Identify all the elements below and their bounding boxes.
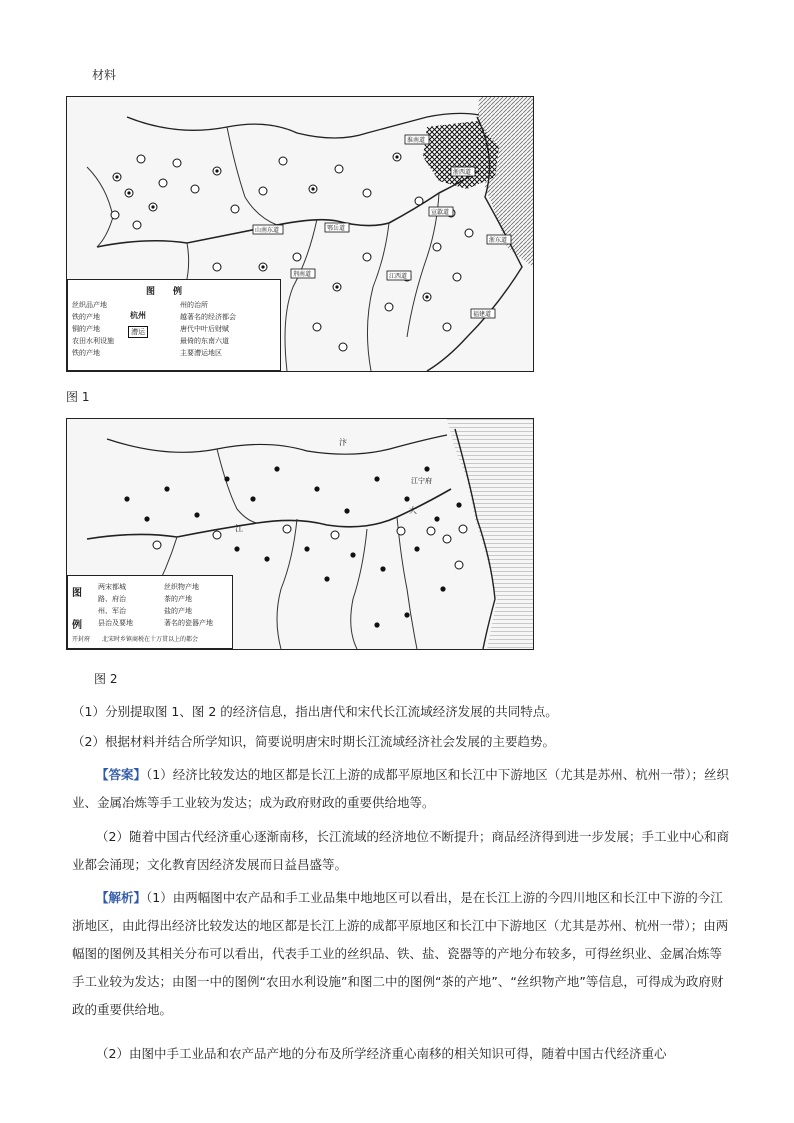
- fig2-legend-bottom-note: 北宋时乡镇商税在十万贯以上的都会: [102, 636, 199, 643]
- fig1-region-7: 荆南道: [293, 271, 312, 278]
- fig1-legend-sample-city: 杭州: [130, 311, 146, 320]
- fig1-region-0: 浙西道: [453, 169, 472, 176]
- fig1-region-1: 浙东道: [489, 237, 508, 244]
- analysis-tag: 【解析】: [96, 890, 147, 905]
- figure1-map: [66, 96, 534, 372]
- fig2-legend-left-0: 两宋都城: [98, 583, 126, 591]
- analysis-paragraph-2: （2）由图中手工业品和农产品产地的分布及所学经济重心南移的相关知识可得，随着中国古代经济重心: [96, 1046, 667, 1061]
- fig1-legend-left-4: 铁的产地: [72, 349, 100, 357]
- fig2-region-1: 江: [235, 524, 243, 533]
- fig1-region-3: 淮南道: [407, 137, 426, 144]
- fig1-legend-right-2: 唐代中叶后财赋: [180, 325, 229, 333]
- fig2-legend-left-3: 县治及要地: [98, 619, 133, 627]
- fig1-legend-title: 图 例: [146, 287, 183, 297]
- fig2-legend-title-bottom: 例: [72, 620, 82, 631]
- fig2-region-0: 江宁府: [411, 477, 432, 485]
- fig1-legend-right-4: 主要漕运地区: [180, 349, 222, 357]
- fig2-legend-bottom-sample: 开封府: [72, 636, 91, 643]
- fig1-legend-left-1: 铁的产地: [72, 313, 100, 321]
- material-label: 材料: [92, 68, 117, 82]
- fig2-legend-right-3: 著名的瓷器产地: [164, 619, 213, 627]
- question-2: （2）根据材料并结合所学知识，简要说明唐宋时期长江流域经济社会发展的主要趋势。: [72, 734, 555, 749]
- fig1-region-8: 山南东道: [255, 227, 280, 234]
- figure1-caption: 图 1: [66, 390, 90, 404]
- fig2-legend-left-2: 州、军治: [98, 607, 126, 615]
- fig1-legend-right-3: 最倚的东南六道: [180, 337, 229, 345]
- fig1-legend-right-1: 越著名的经济都会: [180, 313, 236, 321]
- answer-paragraph-1: [72, 761, 734, 817]
- analysis-paragraph-1: [72, 884, 734, 1024]
- fig1-legend-right-0: 州的治所: [180, 301, 208, 309]
- fig1-region-6: 福建道: [473, 311, 492, 318]
- fig1-region-5: 江西道: [389, 273, 408, 280]
- fig2-region-3: 汴: [339, 438, 347, 447]
- fig1-legend-sample-road: 漕运: [128, 326, 148, 338]
- analysis-text-1: （1）由两幅图中农产品和手工业品集中地地区可以看出，是在长江上游的今四川地区和长江中下游的今江浙地区，由此得出经济比较发达的地区都是长江上游的成都平原地区和长江中下游地区（尤其是苏州、杭州一带）；由两幅图的图例及其相关分布可以看出，代表手工业的丝织品、铁、盐、瓷器等的产地分布较多，可得丝织业、金属冶炼等手工业较为发达；由图一中的图例“农田水利设施”和图二中的图例“茶的产地”、“丝织物产地”等信息，可得成为政府财政的重要供给地。: [72, 890, 729, 1017]
- fig1-legend-left-3: 农田水利设施: [72, 337, 114, 345]
- fig1-legend-left-0: 丝织品产地: [72, 301, 107, 309]
- fig2-legend-title-top: 图: [72, 588, 82, 599]
- fig1-region-2: 宣歙道: [431, 209, 450, 216]
- fig2-legend-right-0: 丝织物产地: [164, 583, 199, 591]
- figure2-legend: [67, 575, 233, 649]
- fig2-legend-right-1: 茶的产地: [164, 595, 192, 603]
- answer-tag: 【答案】: [96, 767, 147, 782]
- fig2-legend-right-2: 盐的产地: [164, 607, 192, 615]
- figure1-legend: [67, 279, 281, 371]
- fig1-legend-left-2: 铜的产地: [72, 325, 100, 333]
- figure2-caption: 图 2: [94, 672, 118, 686]
- fig2-region-2: 大: [409, 506, 417, 515]
- figure2-map: [66, 418, 534, 650]
- answer-paragraph-2: （2）随着中国古代经济重心逐渐南移，长江流域的经济地位不断提升；商品经济得到进一步发展；手工业中心和商业都会涌现；文化教育因经济发展而日益昌盛等。: [72, 829, 729, 872]
- fig1-region-4: 鄂岳道: [327, 225, 346, 232]
- answer-text-1: （1）经济比较发达的地区都是长江上游的成都平原地区和长江中下游地区（尤其是苏州、杭州一带）；丝织业、金属冶炼等手工业较为发达；成为政府财政的重要供给地等。: [72, 767, 729, 810]
- fig2-legend-left-1: 路、府治: [98, 595, 126, 603]
- question-1: （1）分别提取图 1、图 2 的经济信息，指出唐代和宋代长江流域经济发展的共同特点。: [72, 704, 558, 719]
